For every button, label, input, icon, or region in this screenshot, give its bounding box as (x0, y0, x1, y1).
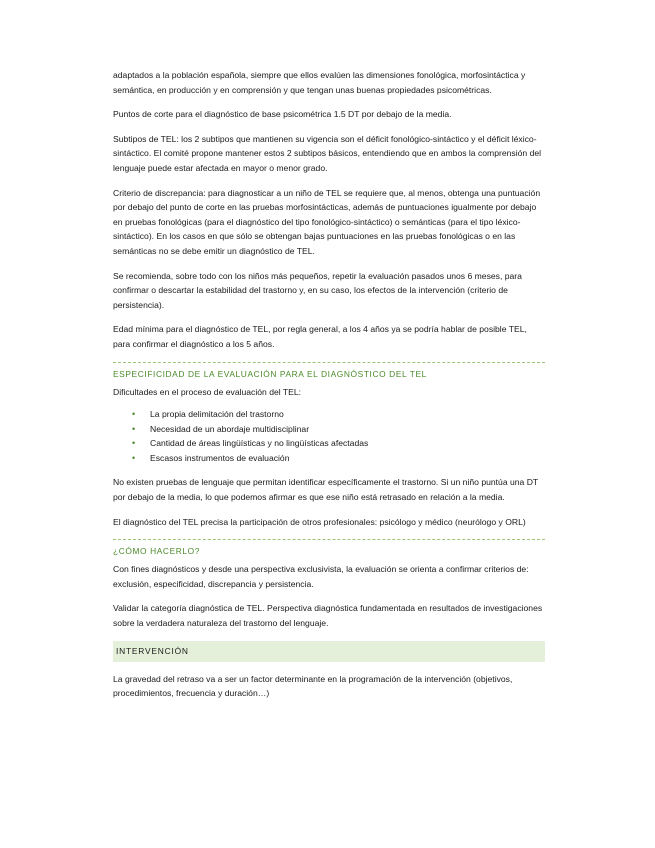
bullet-icon: • (132, 452, 136, 463)
document-body (113, 68, 545, 701)
difficulties-list (113, 407, 545, 465)
paragraph-persistence: Se recomienda, sobre todo con los niños más pequeños, repetir la evaluación pasados unos 6 meses, para confirmar o descartar la estabilidad del trastorno y, en su caso, los efectos de la intervención (criterio de persistencia). (113, 270, 522, 310)
list-item: • Necesidad de un abordaje multidisciplinar (113, 422, 545, 437)
bullet-icon: • (132, 423, 136, 434)
list-item: • La propia delimitación del trastorno (113, 407, 545, 422)
heading-intervencion: INTERVENCIÓN (113, 641, 545, 662)
paragraph-other-professionals: El diagnóstico del TEL precisa la participación de otros profesionales: psicólogo y médico (neurólogo y ORL) (113, 516, 526, 527)
paragraph-psychometric-tests: adaptados a la población española, siempre que ellos evalúen las dimensiones fonológica, morfosintáctica y semántica, en producción y en comprensión y que tengan unas buenas propiedades psicométricas. (113, 70, 526, 95)
paragraph-no-specific-tests: No existen pruebas de lenguaje que permitan identificar específicamente el trastorno. Si un niño puntúa una DT por debajo de la media, lo que podemos afirmar es que ese niño está retrasado en relación a la media. (113, 477, 539, 503)
paragraph-validate-category: Validar la categoría diagnóstica de TEL. Perspectiva diagnóstica fundamentada en resultados de investigaciones sobre la verdadera naturaleza del trastorno del lenguaje. (113, 603, 543, 629)
paragraph-diagnostic-purposes: Con fines diagnósticos y desde una perspectiva exclusivista, la evaluación se orienta a confirmar criterios de: exclusión, especificidad, discrepancia y persistencia. (113, 564, 529, 589)
paragraph-difficulties-intro: Dificultades en el proceso de evaluación del TEL: (113, 386, 302, 397)
bullet-icon: • (132, 438, 136, 449)
paragraph-severity: La gravedad del retraso va a ser un factor determinante en la programación de la intervención (objetivos, procedimientos, frecuencia y duración…) (113, 673, 513, 699)
paragraph-subtypes: Subtipos de TEL: los 2 subtipos que mantienen su vigencia son el déficit fonológico-sintáctico y el déficit léxico-sintáctico. El comité propone mantener estos 2 subtipos básicos, entendiendo que en ambos la comprensión del lenguaje puede estar afectada en mayor o menor grado. (113, 133, 542, 173)
paragraph-cutoff-points: Puntos de corte para el diagnóstico de base psicométrica 1.5 DT por debajo de la media. (113, 109, 452, 120)
list-item: • Escasos instrumentos de evaluación (113, 451, 545, 466)
paragraph-discrepancy: Criterio de discrepancia: para diagnosticar a un niño de TEL se requiere que, al menos, obtenga una puntuación por debajo del punto de corte en las pruebas morfosintácticas, además de puntuaciones igualmente por debajo en pruebas fonológicas (para el diagnóstico del tipo fonológico-sintáctico) o semánticas (para el tipo léxico-sintáctico). En los casos en que sólo se obtengan bajas puntuaciones en las pruebas fonológicas o en las semánticas no se debe emitir un diagnóstico de TEL. (113, 187, 541, 256)
list-item: • Cantidad de áreas lingüísticas y no lingüísticas afectadas (113, 436, 545, 451)
paragraph-minimum-age: Edad mínima para el diagnóstico de TEL, por regla general, a los 4 años ya se podría hablar de posible TEL, para confirmar el diagnóstico a los 5 años. (113, 324, 527, 349)
heading-especificidad: ESPECIFICIDAD DE LA EVALUACIÓN PARA EL DIAGNÓSTICO DEL TEL (113, 362, 545, 380)
heading-como-hacerlo: ¿CÓMO HACERLO? (113, 539, 545, 557)
bullet-icon: • (132, 409, 136, 420)
